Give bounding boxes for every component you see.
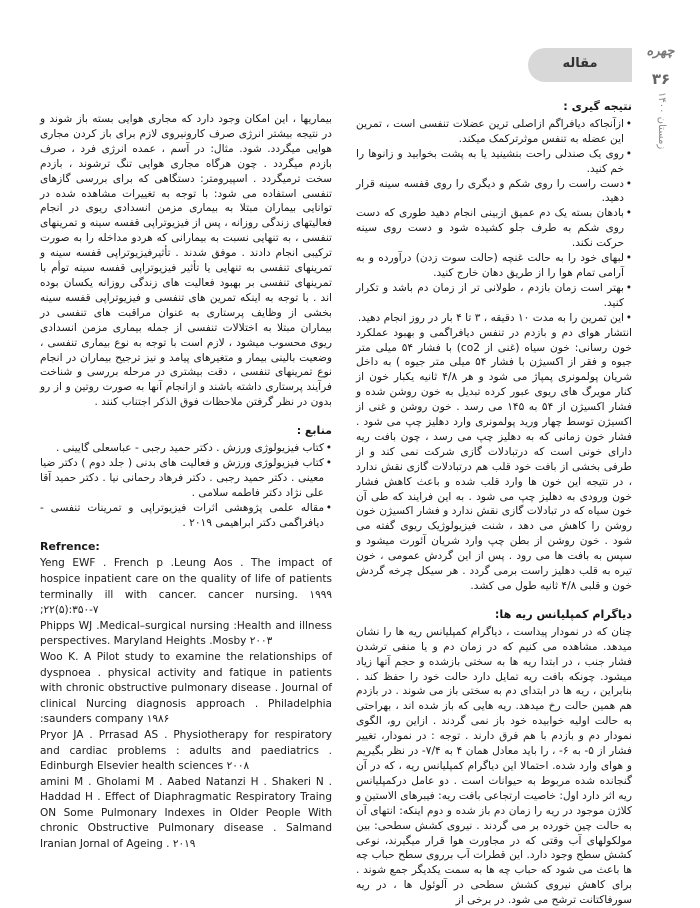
circulation-paragraph: انتشار هوای دم و بازدم در تنفس دیافراگمی و بهبود عملکرد خون رسانی: خون سیاه (غنی از co2) با فشار ۵۴ میلی متر جیوه و فقر از اکسیژن با فشار ۵۴ میلی متر جیوه ) به داخل شریان پولمونری پمپاژ می شود و هر ۴/۸ ثانیه یکبار خون از کنار مویرگ های ریوی عبور کرده تبدیل به خون روشن شده و فشار اکسیژن از ۵۴ به ۱۴۵ می رسد . خون روشن و غنی از اکسیژن توسط چهار ورید پولمونری وارد دهلیز چپ می شود . فشار خون زمانی که به دهلیز چپ می رسد ، چون بافت ریه دارای خونی است که درتبادلات گازی شرکت نمی کند و از طرفی بخشی از بافت خود قلب هم درتبادلات گازی نقش ندارد ، در نتیجه این خون ها وارد قلب شده و باعث کاهش فشار خون ورودی به دهلیز چپ می شود . به این فرایند که طی آن خون سیاه که در تبادلات گازی نقش ندارد و فشار اکسیژن خون روشن را کاهش می دهد ، شنت فیزیولوژیک ریوی گفته می شود . خون روشن از بطن چپ وارد شریان آئورت میشود و سپس به بافت ها می رود . پس از این گردش عمومی ، خون تیره به قلب دهلیز راست برمی گردد . هر سیکل چرخه گردش خون و قلبی ۴/۸ ثانیه طول می کشد.: [356, 326, 632, 592]
conclusion-bullet: • روی یک صندلی راحت بنشینید یا به پشت بخوابید و زانوها را خم کنید.: [356, 147, 632, 177]
diagram-paragraph: چنان که در نمودار پیداست ، دیاگرام کمپلیانس ریه ها را نشان میدهد. مشاهده می کنیم که در زمان دم و یا منفی ترشدن فشار جنب ، در ابتدا ریه ها به سختی بازشده و حجم آنها زیاد میشود. چونکه بافت ریه تمایل دارد حالت خود را حفظ کند . بنابراین ، ریه ها در ابتدای دم به سختی باز می شوند . در بازدم هم همین حالت رخ میدهد. ریه هایی که باز شده اند ، بهراحتی به حالت اولیه خوابیده خود باز نمی گردند . ازاین رو، الگوی نمودار دم و بازدم با هم فرق دارند . توجه : در نمودار، تغییر فشار از ۵- به ۶- ، را باید معادل همان ۴ به ۷/۴- در نظر بگیریم و هوای وارد شده. احتمالا این دیاگرام کمپلیانس ریه ، که در آن گنجانده شده مربوط به حیوانات است . دو عامل درکمپلیانس ریه اثر دارد اول: خاصیت ارتجاعی بافت ریه: فیبرهای الاستین و کلاژن موجود در ریه را زمان دم باز شده و دوم اینکه: انتهای آن به حالت چین خورده بر می گردند . نیروی کشش سطحی: بین مولکولهای آب وقتی که در مجاورت هوا قرار میگیرند، نوعی کشش سطح وجود دارد. این قطرات آب برروی سطح حباب چه ها باعث می شود که حباب چه ها به سمت یکدیگر جمع شوند . برای کاهش نیروی کشش سطحی در آلوئول ها ، در ریه سورفاکتانت ترشح می شود. در برخی از: [356, 625, 632, 907]
references-heading: Refrence:: [40, 540, 100, 554]
reference-item: Yeng EWF . French p .Leung Aos . The impact of hospice inpatient care on the quality of life of patients terminally ill with cancer. cancer nursing. ۱۹۹۹ ;۲۲(۵):۳۵۰-۷: [40, 557, 332, 617]
reference-item: Phipps WJ .Medical–surgical nursing :Health and illness perspectives. Maryland Heights .Mosby ۲۰۰۳: [40, 619, 332, 648]
conclusion-bullet: • بادهان بسته یک دم عمیق ازبینی انجام دهید طوری که دست روی شکم به طرف جلو کشیده شود و دست روی سینه حرکت نکند.: [356, 206, 632, 251]
reference-item: amini M . Gholami M . Aabed Natanzi H . Shakeri N . Haddad H . Effect of Diaphragmatic Respiratory Traing ON Some Pulmonary Indexes in Older People With chronic Obstructive Pulmonary disease . Salmand Iranian Jornal of Ageing . ۲۰۱۹: [40, 775, 332, 851]
reference-item: Woo K. A Pilot study to examine the relationships of dyspnoea . physical activity and fatique in patients with chronic obstructive pulmonary disease . Journal of clinical Nurcing diagnosis approach . Philadelphia :saunders company ۱۹۸۶: [40, 650, 332, 726]
issue-caption: زمستان ۱۴۰۰: [656, 92, 667, 150]
reference-item: Pryor JA . Prrasad AS . Physiotherapy for respiratory and cardiac problems : adults and paediatrics . Edinburgh Elsevier health sciences ۲۰۰۸: [40, 728, 332, 773]
page-number: ۳۶: [651, 70, 671, 88]
left-column: [40, 112, 332, 853]
body-paragraph: بیماریها ، این امکان وجود دارد که مجاری هوایی بسته باز شوند و در نتیجه بیشتر انرژی صرف کارونیروی لازم برای باز کردن مجاری هوایی میگردد. شود. مثال: در آسم ، عمده انرژی فرد ، صرف بازدم میگردد . چون هرگاه مجاری هوایی تنگ ترشوند ، بازدم سخت ترمیگردد . اسپیرومتر: دستگاهی که برای بررسی گازهای تنفسی استفاده می شود: با توجه به تغییرات مشاهده شده در توانایی بیماران مبتلا به بیماری مزمن انسدادی ریوی در انجام فعالیتهای زندگی روزانه ، پس از فیزیوتراپی قفسه سینه و تمرینهای تنفسی ، به تنهایی نسبت به بیمارانی که هردو مداخله را به صورت ترکیبی انجام دادند . موفق شدند . تأثیرفیزیوتراپی قفسه سینه و تمرینهای تنفسی به تنهایی یا تأثیر فیزیوتراپی قفسه سینه توأم با تمرینهای تنفسی بر بهبود فعالیت های زندگی روزانه یکسان بوده اند . با توجه به اینکه تمرین های تنفسی و فیزیوتراپی قفسه سینه بخشی از وظایف پرستاری به عنوان مراقبت های تنفسی در بیماران مبتلا به اختلالات تنفسی از جمله بیماری مزمن انسدادی ریوی محسوب میشود ، لازم است با توجه به نوع بیماری تنفسی ، وضعیت بالینی بیمار و متغیرهای پیامد و نیز ترجیح بیماران در انجام نوع تمرینهای تنفسی ، دقت بیشتری در مرحله بررسی و شناخت فرآیند پرستاری داشته باشند و ازانجام آنها به صورت روتین و از رو بدون در نظر گرفتن ملاحظات فوق الذکر اجتناب کنند .: [40, 113, 332, 409]
conclusion-heading: نتیجه گیری :: [563, 100, 632, 113]
conclusion-bullet: • ازآنجاکه دیافراگم ازاصلی ترین عضلات تنفسی است ، تمرین این عضله به تنفس موثرترکمک میکند.: [356, 117, 632, 147]
source-item: • کتاب فیزیولوژی ورزش و فعالیت های بدنی ( جلد دوم ) دکتر ضیا معینی . دکتر حمید رجبی . دکتر فرهاد رحمانی نیا . دکتر حمید آقا علی نژاد دکتر فاطمه سلامی .: [40, 456, 332, 501]
conclusion-bullet: • بهتر است زمان بازدم ، طولانی تر از زمان دم باشد و تکرار کنید.: [356, 281, 632, 311]
conclusion-bullet: • این تمرین را به مدت ۱۰ دقیقه ، ۳ تا ۴ بار در روز انجام دهید.: [356, 311, 632, 326]
right-column: [356, 100, 632, 908]
conclusion-bullet: • دست راست را روی شکم و دیگری را روی قفسه سینه قرار دهید.: [356, 177, 632, 207]
source-item: • کتاب فیزیولوژی ورزش . دکتر حمید رجبی - عباسعلی گایینی .: [40, 441, 332, 456]
section-label: مقاله: [562, 56, 598, 71]
section-tab: [528, 48, 632, 82]
sources-heading: منابع :: [296, 424, 332, 438]
magazine-logo: چهره: [645, 44, 677, 59]
conclusion-bullet: • لبهای خود را به حالت غنچه (حالت سوت زدن) درآورده و به آرامی تمام هوا را از طریق دهان خارج کنید.: [356, 251, 632, 281]
source-item: • مقاله علمی پژوهشی اثرات فیزیوتراپی و تمرینات تنفسی - دیافراگمی دکتر ابراهیمی ۲۰۱۹ .: [40, 501, 332, 531]
diagram-heading: دیاگرام کمپلیانس ریه ها:: [494, 607, 632, 621]
